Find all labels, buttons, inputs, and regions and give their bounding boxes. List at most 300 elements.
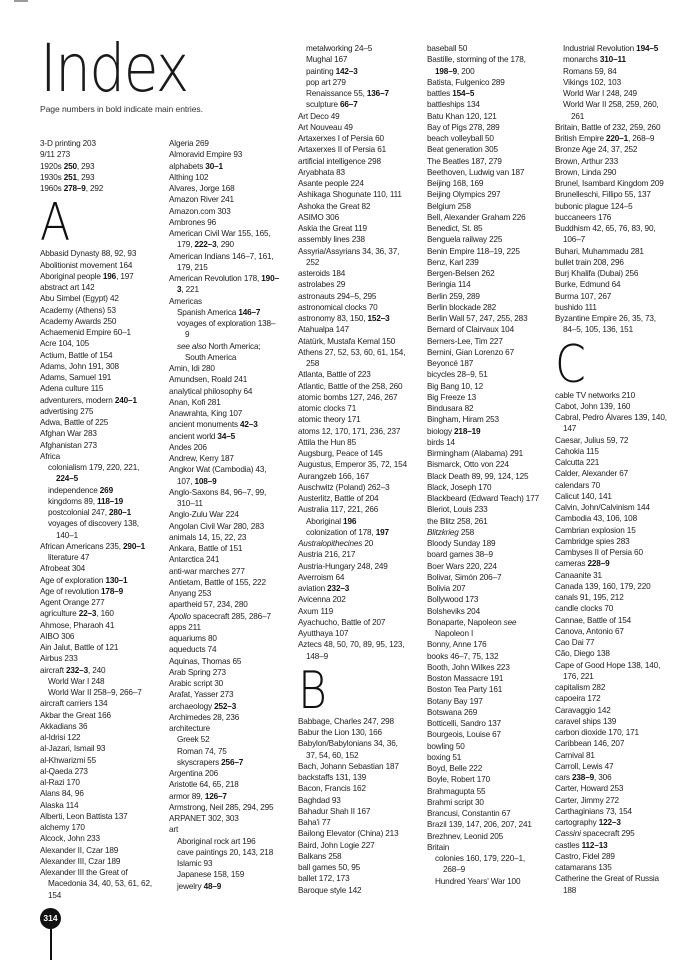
index-entry: Age of revolution 178–9 bbox=[40, 586, 124, 596]
index-entry: Brancusi, Constantin 67 bbox=[427, 809, 511, 818]
index-entry: Academy (Athens) 53 bbox=[40, 305, 116, 315]
index-entry: Ashikaga Shogunate 110, 111 bbox=[298, 190, 402, 200]
index-entry: the Blitz 258, 261 bbox=[427, 516, 488, 526]
index-entry: Beyoncé 187 bbox=[427, 359, 474, 368]
index-entry: Baha'i 77 bbox=[298, 818, 331, 827]
index-entry: Bindusara 82 bbox=[427, 404, 474, 413]
index-entry: Amin, Idi 280 bbox=[169, 364, 215, 373]
index-subentry: literature 47 bbox=[48, 553, 90, 562]
index-entry: Beethoven, Ludwig van 187 bbox=[427, 167, 525, 177]
index-entry: Catherine the Great of Russia 188 bbox=[555, 874, 659, 895]
index-subentry: Aboriginal 196 bbox=[306, 516, 357, 526]
index-entry: Augsburg, Peace of 145 bbox=[298, 449, 383, 458]
index-entry: adventurers, modern 240–1 bbox=[40, 395, 137, 405]
index-entry: Caribbean 146, 207 bbox=[555, 739, 625, 749]
index-entry: asteroids 184 bbox=[298, 269, 346, 278]
index-entry: capitalism 282 bbox=[555, 683, 606, 692]
index-entry: Bollywood 173 bbox=[427, 595, 479, 605]
index-entry: Brunelleschi, Fillipo 55, 137 bbox=[555, 190, 651, 200]
index-entry: aircraft 232–3, 240 bbox=[40, 665, 106, 675]
index-entry: ancient world 34–5 bbox=[169, 431, 236, 441]
index-entry: Attila the Hun 85 bbox=[298, 437, 356, 447]
index-entry: Bolivia 207 bbox=[427, 584, 466, 593]
index-entry: Boston Tea Party 161 bbox=[427, 685, 503, 695]
index-subentry: sculpture 66–7 bbox=[306, 100, 358, 110]
index-entry: Canaanite 31 bbox=[555, 570, 602, 580]
index-entry: Askia the Great 119 bbox=[298, 224, 367, 233]
index-entry: Blackbeard (Edward Teach) 177 bbox=[427, 494, 540, 503]
index-entry: Caravaggio 142 bbox=[555, 705, 611, 715]
index-entry: Calicut 140, 141 bbox=[555, 491, 612, 501]
index-entry: castles 112–13 bbox=[555, 840, 608, 850]
index-entry: Asante people 224 bbox=[298, 179, 364, 188]
index-entry: Bonny, Anne 176 bbox=[427, 640, 487, 650]
index-entry: al-Qaeda 273 bbox=[40, 766, 88, 776]
index-entry: art bbox=[169, 825, 179, 835]
index-subentry: Renaissance 55, 136–7 bbox=[306, 89, 389, 98]
index-subentry: colonialism 179, 220, 221, 224–5 bbox=[48, 463, 140, 484]
index-entry: ball games 50, 95 bbox=[298, 863, 361, 872]
index-entry: Amundsen, Roald 241 bbox=[169, 375, 248, 385]
index-entry: Boyle, Robert 170 bbox=[427, 775, 490, 785]
index-entry: Alexander III, Czar 189 bbox=[40, 856, 121, 866]
index-entry: Burj Khalifa (Dubai) 256 bbox=[555, 269, 639, 278]
index-entry: American Revolution 178, 190– 3, 221 bbox=[169, 274, 279, 295]
index-entry: Bolsheviks 204 bbox=[427, 606, 480, 616]
index-entry: Cambrian explosion 15 bbox=[555, 525, 636, 535]
index-entry: archaeology 252–3 bbox=[169, 701, 237, 711]
index-entry: Amazon River 241 bbox=[169, 195, 234, 205]
index-entry: apps 211 bbox=[169, 622, 201, 632]
index-entry: Britain, Battle of 232, 259, 260 bbox=[555, 122, 661, 132]
index-entry: Americas bbox=[169, 296, 202, 306]
index-entry: Ankara, Battle of 151 bbox=[169, 544, 243, 553]
index-entry: Agent Orange 277 bbox=[40, 598, 105, 607]
index-entry: Berlin Wall 57, 247, 255, 283 bbox=[427, 314, 528, 323]
index-entry: carbon dioxide 170, 171 bbox=[555, 728, 639, 737]
index-entry: Aboriginal people 196, 197 bbox=[40, 271, 134, 281]
index-entry: Canada 139, 160, 179, 220 bbox=[555, 581, 651, 591]
index-entry: Artaxerxes I of Persia 60 bbox=[298, 134, 384, 143]
index-entry: Botswana 269 bbox=[427, 707, 478, 717]
index-entry: Abolitionist movement 164 bbox=[40, 260, 133, 270]
index-entry: Botticelli, Sandro 137 bbox=[427, 719, 502, 728]
index-entry: Ayachucho, Battle of 207 bbox=[298, 617, 386, 627]
index-entry: Andrew, Kerry 187 bbox=[169, 454, 234, 463]
index-entry: Anyang 253 bbox=[169, 589, 212, 598]
index-entry: atomic theory 171 bbox=[298, 415, 361, 425]
index-subentry: Industrial Revolution 194–5 bbox=[563, 44, 659, 53]
index-entry: Athens 27, 52, 53, 60, 61, 154, 258 bbox=[298, 347, 406, 368]
index-entry: Brahmagupta 55 bbox=[427, 786, 486, 796]
index-entry: Aztecs 48, 50, 70, 89, 95, 123, 148–9 bbox=[298, 640, 405, 661]
index-subentry: postcolonial 247, 280–1 bbox=[48, 508, 132, 517]
index-entry: Atatürk, Mustafa Kemal 150 bbox=[298, 336, 396, 346]
index-entry: Ain Jalut, Battle of 121 bbox=[40, 643, 119, 652]
page-number-badge: 314 bbox=[40, 908, 61, 929]
index-entry: Cambyses II of Persia 60 bbox=[555, 548, 643, 557]
index-entry: Akkadians 36 bbox=[40, 721, 88, 731]
index-entry: astronomical clocks 70 bbox=[298, 302, 378, 312]
index-entry: Alvares, Jorge 168 bbox=[169, 184, 235, 193]
index-entry: Alexander III the Great of Macedonia 34, 40, 53, 61, 62, 154 bbox=[40, 868, 152, 900]
section-letter-a: A bbox=[40, 193, 71, 254]
index-entry: battles 154–5 bbox=[427, 89, 475, 98]
index-entry: Baroque style 142 bbox=[298, 885, 362, 895]
index-entry: Benin Empire 118–19, 225 bbox=[427, 246, 520, 256]
index-entry: al-Jazari, Ismail 93 bbox=[40, 744, 106, 754]
index-entry: atomic clocks 71 bbox=[298, 404, 357, 413]
index-subentry: kingdoms 89, 118–19 bbox=[48, 496, 123, 506]
index-entry: capoeira 172 bbox=[555, 694, 601, 704]
index-entry: assembly lines 238 bbox=[298, 235, 365, 245]
index-subentry: painting 142–3 bbox=[306, 66, 358, 76]
index-entry: Aquinas, Thomas 65 bbox=[169, 656, 242, 666]
index-subentry: Roman 74, 75 bbox=[177, 746, 227, 756]
index-entry: Carroll, Lewis 47 bbox=[555, 761, 614, 771]
index-entry: Amazon.com 303 bbox=[169, 206, 231, 216]
index-entry: Antietam, Battle of 155, 222 bbox=[169, 577, 266, 587]
index-entry: anti-war marches 277 bbox=[169, 566, 245, 576]
index-entry: Adams, John 191, 308 bbox=[40, 361, 119, 371]
index-entry: cartography 122–3 bbox=[555, 818, 621, 827]
index-subentry: Vikings 102, 103 bbox=[563, 77, 621, 87]
index-entry: Axum 119 bbox=[298, 606, 334, 616]
index-entry: al-Khwarizmi 55 bbox=[40, 755, 96, 765]
index-entry: Baird, John Logie 227 bbox=[298, 840, 375, 850]
index-entry: Beringia 114 bbox=[427, 280, 471, 290]
index-entry: Archimedes 28, 236 bbox=[169, 712, 240, 722]
index-entry: Atlantic, Battle of the 258, 260 bbox=[298, 381, 403, 391]
index-subentry: jewelry 48–9 bbox=[177, 881, 222, 891]
index-subentry: World War II 258–9, 266–7 bbox=[48, 688, 142, 697]
index-entry: catamarans 135 bbox=[555, 863, 612, 872]
index-entry: Bahadur Shah II 167 bbox=[298, 806, 371, 816]
index-column-4 bbox=[427, 43, 557, 887]
index-entry: Assyria/Assyrians 34, 36, 37, 252 bbox=[298, 246, 400, 267]
index-entry: ancient monuments 42–3 bbox=[169, 420, 258, 430]
index-entry: Black Death 89, 99, 124, 125 bbox=[427, 471, 529, 481]
index-entry: Bach, Johann Sebastian 187 bbox=[298, 761, 399, 771]
index-entry: Beat generation 305 bbox=[427, 145, 498, 155]
index-subentry: Aboriginal rock art 196 bbox=[177, 836, 256, 846]
index-entry: British Empire 220–1, 268–9 bbox=[555, 134, 655, 143]
index-entry: bubonic plague 124–5 bbox=[555, 201, 633, 211]
index-entry: Brown, Arthur 233 bbox=[555, 156, 618, 166]
index-entry: 9/11 273 bbox=[40, 150, 71, 160]
index-entry: Adwa, Battle of 225 bbox=[40, 418, 109, 427]
index-entry: Burke, Edmund 64 bbox=[555, 280, 621, 290]
index-entry: Averroism 64 bbox=[298, 572, 345, 582]
index-entry: Babbage, Charles 247, 298 bbox=[298, 716, 394, 726]
index-subentry: Hundred Years' War 100 bbox=[435, 876, 521, 886]
index-entry: Bernard of Clairvaux 104 bbox=[427, 325, 514, 335]
index-entry: Aurangzeb 166, 167 bbox=[298, 471, 370, 481]
index-entry: beach volleyball 50 bbox=[427, 134, 494, 143]
index-entry: 1960s 278–9, 292 bbox=[40, 184, 104, 193]
index-entry: Boyd, Belle 222 bbox=[427, 764, 483, 773]
index-entry: Angolan Civil War 280, 283 bbox=[169, 521, 265, 531]
index-entry: Babylon/Babylonians 34, 36, 37, 54, 60, 152 bbox=[298, 739, 398, 760]
index-entry: biology 218–19 bbox=[427, 426, 481, 436]
index-entry: ARPANET 302, 303 bbox=[169, 814, 239, 823]
index-entry: Benguela railway 225 bbox=[427, 235, 503, 245]
index-subentry: metalworking 24–5 bbox=[306, 44, 373, 53]
index-entry: Calvin, John/Calvinism 144 bbox=[555, 503, 650, 512]
index-entry: Bernini, Gian Lorenzo 67 bbox=[427, 347, 514, 357]
index-entry: Almoravid Empire 93 bbox=[169, 150, 243, 160]
index-entry: Austerlitz, Battle of 204 bbox=[298, 494, 379, 503]
index-entry: Babur the Lion 130, 166 bbox=[298, 728, 382, 737]
index-entry: ASIMO 306 bbox=[298, 212, 339, 222]
index-entry: Cao Dai 77 bbox=[555, 638, 595, 647]
index-entry: apartheid 57, 234, 280 bbox=[169, 600, 248, 610]
index-entry: Bacon, Francis 162 bbox=[298, 784, 366, 794]
index-entry: Birmingham (Alabama) 291 bbox=[427, 449, 524, 458]
index-entry: boxing 51 bbox=[427, 752, 462, 762]
index-subentry: voyages of discovery 138, 140–1 bbox=[48, 519, 139, 540]
index-entry: Brazil 139, 147, 206, 207, 241 bbox=[427, 820, 532, 830]
index-entry: cars 238–9, 306 bbox=[555, 773, 612, 782]
index-entry: Arafat, Yasser 273 bbox=[169, 690, 234, 700]
index-entry: bicycles 28–9, 51 bbox=[427, 370, 488, 380]
index-entry: Calder, Alexander 67 bbox=[555, 469, 629, 479]
index-entry: Cão, Diego 138 bbox=[555, 649, 610, 659]
index-entry: Bloody Sunday 189 bbox=[427, 539, 496, 548]
index-entry: 1920s 250, 293 bbox=[40, 161, 95, 171]
index-entry: Ambrones 96 bbox=[169, 217, 217, 227]
index-subentry: cave paintings 20, 143, 218 bbox=[177, 847, 274, 857]
index-entry: 3-D printing 203 bbox=[40, 139, 96, 148]
index-subentry: voyages of exploration 138– 9 bbox=[177, 319, 276, 340]
index-entry: Alaska 114 bbox=[40, 800, 79, 810]
index-entry: Alans 84, 96 bbox=[40, 789, 84, 799]
index-entry: Age of exploration 130–1 bbox=[40, 575, 128, 585]
page-subtitle: Page numbers in bold indicate main entries. bbox=[40, 104, 203, 114]
index-entry: Britain bbox=[427, 842, 450, 852]
index-entry: astronomy 83, 150, 152–3 bbox=[298, 314, 390, 323]
index-subentry: World War I 248 bbox=[48, 676, 105, 686]
index-entry: Castro, Fidel 289 bbox=[555, 851, 615, 861]
index-entry: Abu Simbel (Egypt) 42 bbox=[40, 294, 119, 304]
index-entry: Brown, Linda 290 bbox=[555, 167, 617, 177]
index-entry: battleships 134 bbox=[427, 100, 480, 110]
index-entry: Achaemenid Empire 60–1 bbox=[40, 328, 131, 337]
index-entry: Bastille, storming of the 178, 198–9, 200 bbox=[427, 55, 526, 76]
index-entry: Byzantine Empire 26, 35, 73, 84–5, 105, 136, 151 bbox=[555, 314, 656, 335]
index-entry: astrolabes 29 bbox=[298, 280, 346, 290]
index-entry: Cambridge spies 283 bbox=[555, 536, 630, 546]
index-entry: Anan, Kofi 281 bbox=[169, 397, 221, 407]
index-entry: Augustus, Emperor 35, 72, 154 bbox=[298, 460, 407, 470]
index-entry: Berners-Lee, Tim 227 bbox=[427, 336, 503, 346]
index-entry: Afghan War 283 bbox=[40, 429, 97, 439]
index-entry: Cabral, Pedro Álvares 139, 140, 147 bbox=[555, 413, 667, 434]
index-entry: Cape of Good Hope 138, 140, 176, 221 bbox=[555, 660, 661, 681]
index-subentry: colonization of 178, 197 bbox=[306, 527, 389, 537]
index-entry: Abbasid Dynasty 88, 92, 93 bbox=[40, 249, 137, 259]
index-entry: Actium, Battle of 154 bbox=[40, 350, 113, 360]
index-entry: Bay of Pigs 278, 289 bbox=[427, 122, 500, 132]
index-entry: Afrobeat 304 bbox=[40, 564, 86, 574]
index-column-5 bbox=[555, 43, 685, 896]
index-entry: Cassini spacecraft 295 bbox=[555, 829, 635, 839]
index-entry: Buhari, Muhammadu 281 bbox=[555, 246, 644, 256]
index-entry: Academy Awards 250 bbox=[40, 316, 117, 326]
index-entry: Calcutta 221 bbox=[555, 458, 600, 467]
index-entry: Arab Spring 273 bbox=[169, 667, 226, 677]
index-entry: architecture bbox=[169, 724, 210, 733]
index-entry: American Indians 146–7, 161, 179, 215 bbox=[169, 251, 274, 272]
index-entry: Australia 117, 221, 266 bbox=[298, 505, 379, 515]
index-entry: agriculture 22–3, 160 bbox=[40, 609, 114, 619]
index-entry: Berlin 259, 289 bbox=[427, 291, 480, 301]
index-entry: Buddhism 42, 65, 76, 83, 90, 106–7 bbox=[555, 224, 656, 245]
index-entry: Boston Massacre 191 bbox=[427, 674, 504, 683]
index-entry: Bismarck, Otto von 224 bbox=[427, 460, 509, 470]
index-subentry: colonies 160, 179, 220–1, 268–9 bbox=[435, 854, 526, 875]
index-subentry: Mughal 167 bbox=[306, 55, 348, 65]
index-entry: birds 14 bbox=[427, 437, 455, 447]
index-entry: Cannae, Battle of 154 bbox=[555, 615, 632, 625]
index-entry: Black, Joseph 170 bbox=[427, 482, 492, 492]
index-entry: Bell, Alexander Graham 226 bbox=[427, 212, 526, 222]
index-entry: atomic bombs 127, 246, 267 bbox=[298, 392, 398, 402]
index-entry: Bergen-Belsen 262 bbox=[427, 269, 495, 278]
index-entry: Booth, John Wilkes 223 bbox=[427, 662, 510, 672]
index-entry: cable TV networks 210 bbox=[555, 390, 635, 400]
index-entry: American Civil War 155, 165, 179, 222–3, 290 bbox=[169, 229, 271, 250]
index-entry: al-Idrisi 122 bbox=[40, 733, 81, 742]
index-entry: calendars 70 bbox=[555, 480, 601, 490]
index-entry: board games 38–9 bbox=[427, 550, 493, 560]
index-entry: bullet train 208, 296 bbox=[555, 257, 624, 267]
index-entry: baseball 50 bbox=[427, 44, 468, 53]
index-subentry: pop art 279 bbox=[306, 77, 346, 87]
index-column-1 bbox=[40, 138, 170, 901]
index-entry: animals 14, 15, 22, 23 bbox=[169, 532, 247, 542]
index-entry: Africa bbox=[40, 451, 61, 461]
index-column-3 bbox=[298, 43, 428, 896]
index-entry: Alberti, Leon Battista 137 bbox=[40, 811, 128, 821]
index-entry: Alexander II, Czar 189 bbox=[40, 845, 119, 855]
index-entry: Adams, Samuel 191 bbox=[40, 373, 112, 382]
index-entry: Airbus 233 bbox=[40, 654, 78, 664]
index-entry: canals 91, 195, 212 bbox=[555, 593, 624, 602]
index-entry: caravel ships 139 bbox=[555, 716, 617, 726]
index-entry: Andes 206 bbox=[169, 442, 207, 452]
index-entry: buccaneers 176 bbox=[555, 212, 612, 222]
index-entry: Boer Wars 220, 224 bbox=[427, 561, 497, 571]
index-entry: atoms 12, 170, 171, 236, 237 bbox=[298, 426, 401, 436]
index-entry: Brunel, Isambard Kingdom 209 bbox=[555, 179, 664, 188]
section-letter-c: C bbox=[555, 334, 586, 395]
page-title: Index bbox=[40, 30, 188, 107]
index-entry: Belgium 258 bbox=[427, 201, 471, 211]
index-entry: alchemy 170 bbox=[40, 823, 85, 832]
index-entry: Batista, Fulgenico 289 bbox=[427, 77, 505, 87]
index-entry: Bolivar, Simón 206–7 bbox=[427, 572, 502, 582]
index-subentry: Islamic 93 bbox=[177, 859, 213, 868]
index-entry: abstract art 142 bbox=[40, 283, 95, 292]
index-entry: Bailong Elevator (China) 213 bbox=[298, 829, 399, 839]
index-entry: Big Bang 10, 12 bbox=[427, 381, 484, 391]
index-entry: alphabets 30–1 bbox=[169, 161, 223, 171]
index-subentry: independence 269 bbox=[48, 485, 113, 495]
index-subentry: Spanish America 146–7 bbox=[177, 307, 261, 317]
index-entry: Bourgeois, Louise 67 bbox=[427, 730, 501, 740]
index-entry: Akbar the Great 166 bbox=[40, 710, 111, 720]
index-entry: Antarctica 241 bbox=[169, 555, 220, 565]
index-entry: Algeria 269 bbox=[169, 139, 209, 148]
index-entry: 1930s 251, 293 bbox=[40, 172, 95, 182]
index-entry: Angkor Wat (Cambodia) 43, 107, 108–9 bbox=[169, 465, 267, 486]
index-subentry: World War I 248, 249 bbox=[563, 89, 637, 98]
index-entry: Bleriot, Louis 233 bbox=[427, 505, 488, 515]
index-entry: Carnival 81 bbox=[555, 750, 595, 760]
index-subentry: World War II 258, 259, 260, 261 bbox=[563, 100, 659, 121]
index-entry: advertising 275 bbox=[40, 406, 94, 416]
index-entry: AIBO 306 bbox=[40, 631, 75, 641]
index-subentry: skyscrapers 256–7 bbox=[177, 757, 244, 767]
index-entry: Cabot, John 139, 160 bbox=[555, 401, 631, 411]
index-entry: Brezhnev, Leonid 205 bbox=[427, 831, 504, 841]
index-subentry: Greek 52 bbox=[177, 735, 210, 745]
index-subentry: monarchs 310–11 bbox=[563, 55, 626, 65]
index-entry: Caesar, Julius 59, 72 bbox=[555, 435, 629, 445]
index-entry: Cambodia 43, 106, 108 bbox=[555, 514, 637, 524]
index-entry: Burma 107, 267 bbox=[555, 291, 612, 301]
index-entry: Artaxerxes II of Persia 61 bbox=[298, 145, 387, 155]
index-entry: Beijing Olympics 297 bbox=[427, 190, 501, 200]
index-entry: Althing 102 bbox=[169, 172, 209, 182]
index-entry: Anglo-Saxons 84, 96–7, 99, 310–11 bbox=[169, 487, 267, 508]
index-entry: ballet 172, 173 bbox=[298, 874, 350, 884]
index-entry: armor 89, 126–7 bbox=[169, 791, 227, 801]
index-entry: Acre 104, 105 bbox=[40, 339, 90, 349]
index-entry: backstaffs 131, 139 bbox=[298, 773, 367, 782]
index-entry: Anawrahta, King 107 bbox=[169, 409, 243, 418]
index-entry: Botany Bay 197 bbox=[427, 696, 483, 706]
index-entry: al-Razi 170 bbox=[40, 778, 80, 787]
index-entry: Apollo spacecraft 285, 286–7 bbox=[169, 611, 271, 621]
index-entry: Afghanistan 273 bbox=[40, 440, 97, 450]
index-entry: Ahmose, Pharaoh 41 bbox=[40, 620, 115, 630]
index-entry: Ayutthaya 107 bbox=[298, 629, 349, 638]
index-subentry: Romans 59, 84 bbox=[563, 66, 617, 76]
index-entry: Australopithecines 20 bbox=[298, 539, 374, 548]
index-entry: Atlanta, Battle of 223 bbox=[298, 370, 371, 380]
page-marker-stem bbox=[50, 929, 52, 960]
index-entry: Adena culture 115 bbox=[40, 384, 104, 394]
index-subentry: Japanese 158, 159 bbox=[177, 870, 245, 880]
index-entry: Alcock, John 233 bbox=[40, 834, 100, 844]
index-entry: Benedict, St. 85 bbox=[427, 224, 483, 233]
index-entry: Canova, Antonio 67 bbox=[555, 626, 624, 636]
index-entry: Argentina 206 bbox=[169, 769, 219, 778]
index-entry: bowling 50 bbox=[427, 741, 465, 751]
index-entry: Ashoka the Great 82 bbox=[298, 201, 371, 211]
index-column-2 bbox=[169, 138, 299, 892]
index-entry: Aryabhata 83 bbox=[298, 167, 345, 177]
index-entry: Balkans 258 bbox=[298, 851, 342, 861]
index-entry: cameras 228–9 bbox=[555, 559, 610, 569]
index-entry: Brahmi script 30 bbox=[427, 797, 484, 807]
index-entry: Atahualpa 147 bbox=[298, 325, 349, 335]
index-entry: Baghdad 93 bbox=[298, 795, 341, 805]
index-entry: aquariums 80 bbox=[169, 634, 217, 643]
index-entry: Benz, Karl 239 bbox=[427, 257, 479, 267]
